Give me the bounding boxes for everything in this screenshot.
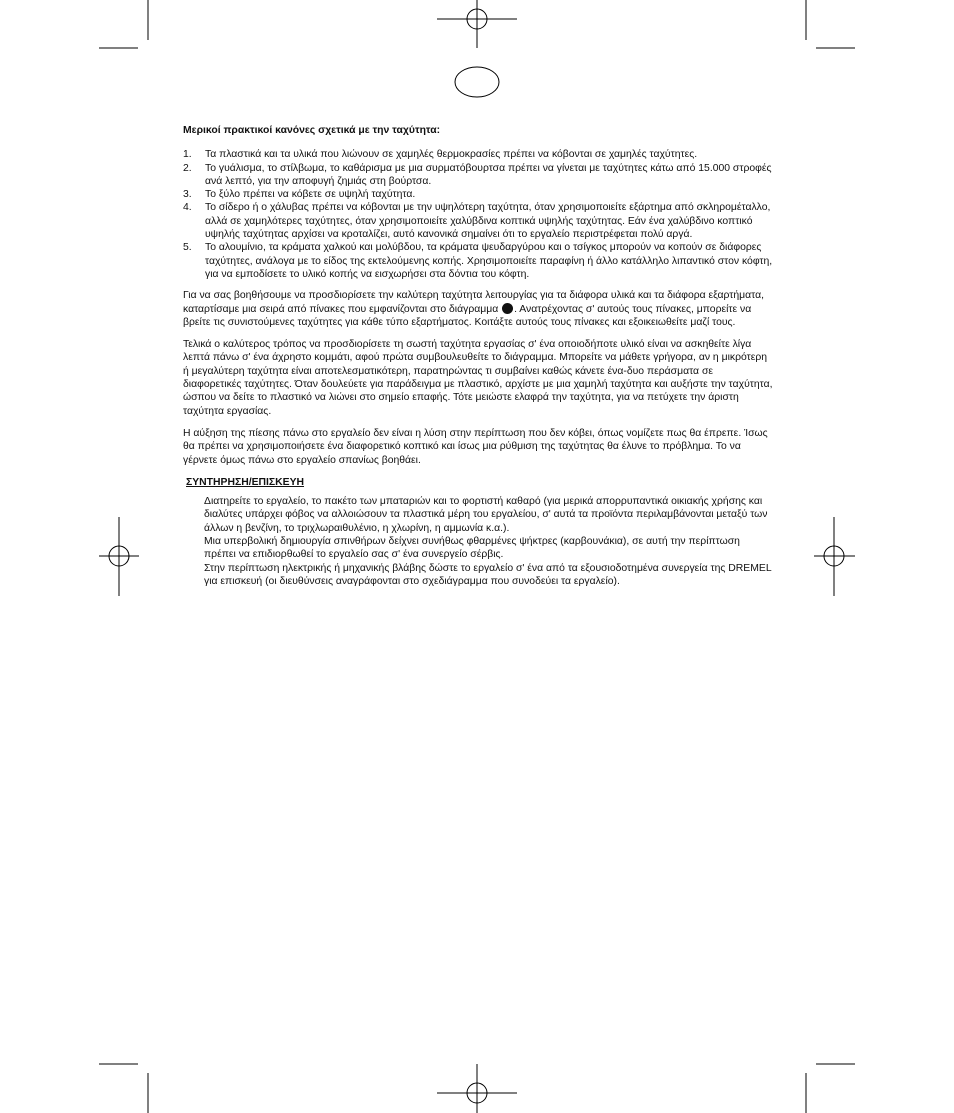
list-number: 4.	[183, 202, 192, 214]
diagram-reference-dot-icon	[502, 303, 513, 314]
maintenance-line: Στην περίπτωση ηλεκτρικής ή μηχανικής βλάβης δώστε το εργαλείο σ' ένα από τα εξουσιοδοτημένα συνεργεία της DREMEL για επισκευή (οι διευθύνσεις αναγράφονται στο σχεδιάγραμμα που συνοδεύει τα εργαλείο).	[204, 562, 772, 587]
pressure-paragraph: Η αύξηση της πίεσης πάνω στο εργαλείο δεν είναι η λύση στην περίπτωση που δεν κόβει, όπως νομίζετε πως θα έπρεπε. Ίσως θα πρέπει να χρησιμοποιήσετε ένα διαφορετικό κοπτικό και ίσως μια ρύθμιση της ταχύτητας θα έλυνε το πρόβλημα. Το να γέρνετε όμως πάνω στο εργαλείο σπανίως βοηθάει.	[183, 427, 768, 466]
maintenance-line: Μια υπερβολική δημιουργία σπινθήρων δείχνει συνήθως φθαρμένες ψήκτρες (καρβουνάκια), σε αυτή την περίπτωση πρέπει να επιδιορθωθεί το εργαλείο σας σ' ένα συνεργείο σέρβις.	[204, 536, 740, 561]
list-text: Το αλουμίνιο, τα κράματα χαλκού και μολύβδου, τα κράματα ψευδαργύρου και ο τσίγκος μπορούν να κοπούν σε διάφορες ταχύτητες, ανάλογα με το είδος της εκτελούμενης κοπής. Χρησιμοποιείτε παραφίνη ή άλλο κατάλληλο λιπαντικό στον κόφτη, για να εμποδίσετε το υλικό κοπής να εισχωρήσει στα δόντια του κόφτη.	[205, 242, 773, 280]
list-text: Το γυάλισμα, το στίλβωμα, το καθάρισμα με μια συρματόβουρτσα πρέπει να γίνεται με ταχύτητες κάτω από 15.000 στροφές ανά λεπτό, για την αποφυγή ζημιάς στη βούρτσα.	[205, 162, 772, 187]
list-number: 5.	[183, 242, 192, 254]
practice-paragraph: Τελικά ο καλύτερος τρόπος να προσδιορίσετε τη σωστή ταχύτητα εργασίας σ' ένα οποιοδήποτε υλικό είναι να ασκηθείτε λίγα λεπτά πάνω σ' ένα άχρηστο κομμάτι, αφού πρώτα συμβουλευθείτε το διάγραμμα. Μπορείτε να μάθετε γρήγορα, αν η μικρότερη ή μεγαλύτερη ταχύτητα είναι αποτελεσματικότερη, παρατηρώντας τι συμβαίνει καθώς κάνετε ένα-δυο περάσματα σε διαφορετικές ταχύτητες. Όταν δουλεύετε για παράδειγμα με πλαστικό, αρχίστε με μια χαμηλή ταχύτητα και αυξήστε την ταχύτητα, ώσπου να δείτε το πλαστικό να λιώνει στο σημείο επαφής. Τότε μειώστε ελαφρά την ταχύτητα, για να πετύχετε την άριστη ταχύτητα εργασίας.	[183, 339, 773, 417]
list-item	[183, 162, 773, 189]
speed-tables-paragraph	[183, 289, 773, 329]
speed-rules-heading: Μερικοί πρακτικοί κανόνες σχετικά με την ταχύτητα:	[183, 125, 441, 136]
list-item	[183, 241, 773, 281]
list-item	[183, 148, 773, 161]
list-text: Το σίδερο ή ο χάλυβας πρέπει να κόβονται με την υψηλότερη ταχύτητα, όταν χρησιμοποιείτε εξάρτημα από σκληρομέταλλο, αλλά σε χαμηλότερες ταχύτητες, όταν χρησιμοποιείτε χαλύβδινα κοπτικά υψηλής ταχύτητας. Εάν ένα χαλύβδινο κοπτικό υψηλής ταχύτητας αρχίσει να κροταλίζει, αυτό κανονικά σημαίνει ότι το εργαλείο περιστρέφεται πολύ αργά.	[205, 202, 771, 241]
list-number: 1.	[183, 149, 192, 161]
list-text: Τα πλαστικά και τα υλικά που λιώνουν σε χαμηλές θερμοκρασίες πρέπει να κόβονται σε χαμηλές ταχύτητες.	[205, 149, 698, 161]
list-number: 3.	[183, 189, 192, 201]
maintenance-title: ΣΥΝΤΗΡΗΣΗ/ΕΠΙΣΚΕΥΗ	[186, 476, 305, 488]
speed-rules-list	[183, 148, 773, 281]
maintenance-line: Διατηρείτε το εργαλείο, το πακέτο των μπαταριών και το φορτιστή καθαρό (για μερικά απορρυπαντικά οικιακής χρήσης και διαλύτες υπάρχει φόβος να αλλοιώσουν τα πλαστικά μέρη του εργαλείου, σ' αυτά τα προϊόντα περιλαμβάνονται μεταξύ των άλλων η βενζίνη, το τριχλωραιθυλένιο, η χλωρίνη, η αμμωνία κ.α.).	[204, 496, 768, 534]
maintenance-body	[183, 495, 773, 588]
list-text: Το ξύλο πρέπει να κόβετε σε υψηλή ταχύτητα.	[205, 189, 416, 201]
paragraph-text: . Ανατρέχοντας σ' αυτούς τους πίνακες, μπορείτε να βρείτε τις συνιστούμενες ταχύτητες για κάθε τύπο εξαρτήματος. Κοιτάξτε αυτούς τους πίνακες και εξοικειωθείτε μαζί τους.	[183, 303, 752, 328]
list-number: 2.	[183, 162, 192, 174]
list-item	[183, 188, 773, 201]
document-body	[183, 124, 773, 588]
paragraph-text: Για να σας βοηθήσουμε να προσδιορίσετε την καλύτερη ταχύτητα λειτουργίας για τα διάφορα υλικά και τα διάφορα εξαρτήματα, καταρτίσαμε μια σειρά από πίνακες που εμφανίζονται στο διάγραμμα	[183, 290, 765, 315]
list-item	[183, 201, 773, 241]
